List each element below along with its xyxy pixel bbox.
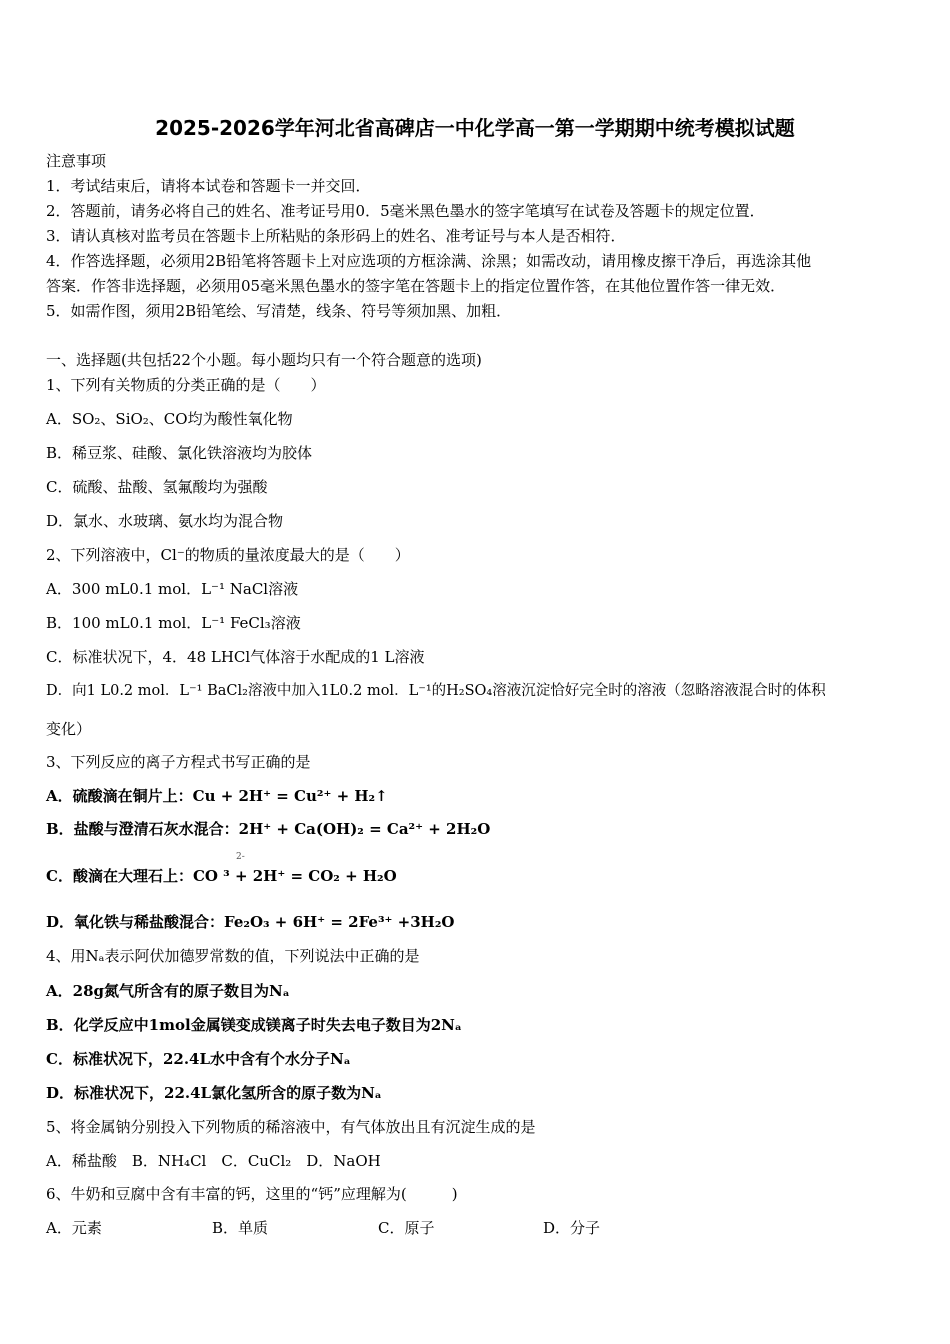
question-option: A．300 mL0.1 mol．L⁻¹ NaCl溶液: [46, 580, 299, 598]
question-option: B．单质: [212, 1219, 269, 1237]
question-stem: 6、牛奶和豆腐中含有丰富的钙，这里的“钙”应理解为( ): [46, 1185, 458, 1203]
question-option: C．原子: [378, 1219, 435, 1237]
question-option: D．氧化铁与稀盐酸混合：Fe₂O₃ + 6H⁺ = 2Fe³⁺ +3H₂O: [46, 913, 455, 931]
notice-item: 2．答题前，请务必将自己的姓名、准考证号用0．5毫米黑色墨水的签字笔填写在试卷及答题卡的规定位置．: [46, 202, 765, 220]
question-option: C．标准状况下，22.4L水中含有个水分子Nₐ: [46, 1050, 351, 1068]
question-stem: 5、将金属钠分别投入下列物质的稀溶液中，有气体放出且有沉淀生成的是: [46, 1118, 536, 1136]
notice-item: 5．如需作图，须用2B铅笔绘、写清楚，线条、符号等须加黑、加粗．: [46, 302, 512, 320]
question-option: B．稀豆浆、硅酸、氯化铁溶液均为胶体: [46, 444, 313, 462]
question-option: C．硫酸、盐酸、氢氟酸均为强酸: [46, 478, 268, 496]
question-option: B．100 mL0.1 mol．L⁻¹ FeCl₃溶液: [46, 614, 301, 632]
question-option: A．硫酸滴在铜片上：Cu + 2H⁺ = Cu²⁺ + H₂↑: [46, 787, 388, 805]
question-option: C．酸滴在大理石上：CO ³ + 2H⁺ = CO₂ + H₂O: [46, 867, 397, 885]
question-stem: 2、下列溶液中，Cl⁻的物质的量浓度最大的是（ ）: [46, 546, 410, 564]
question-option: A．28g氮气所含有的原子数目为Nₐ: [46, 982, 290, 1000]
question-option: C．标准状况下，4．48 LHCl气体溶于水配成的1 L溶液: [46, 648, 425, 666]
question-stem: 3、下列反应的离子方程式书写正确的是: [46, 753, 311, 771]
question-option: D．分子: [543, 1219, 601, 1237]
notice-item: 答案．作答非选择题，必须用05毫米黑色墨水的签字笔在答题卡上的指定位置作答，在其他位置作答一律无效．: [46, 277, 786, 295]
carbonate-charge: 2-: [236, 852, 245, 862]
question-stem: 1、下列有关物质的分类正确的是（ ）: [46, 376, 326, 394]
question-option: D．向1 L0.2 mol．L⁻¹ BaCl₂溶液中加入1L0.2 mol．L⁻¹的H₂SO₄溶液沉淀恰好完全时的溶液（忽略溶液混合时的体积: [46, 683, 826, 699]
question-option: B．化学反应中1mol金属镁变成镁离子时失去电子数目为2Nₐ: [46, 1016, 462, 1034]
section-heading: 一、选择题(共包括22个小题。每小题均只有一个符合题意的选项): [46, 351, 482, 369]
question-option: D．氯水、水玻璃、氨水均为混合物: [46, 512, 284, 530]
notice-heading: 注意事项: [46, 152, 107, 170]
question-option-continued: 变化）: [46, 720, 92, 738]
notice-item: 1．考试结束后，请将本试卷和答题卡一并交回．: [46, 177, 371, 195]
question-option: B．盐酸与澄清石灰水混合：2H⁺ + Ca(OH)₂ = Ca²⁺ + 2H₂O: [46, 820, 491, 838]
question-stem: 4、用Nₐ表示阿伏加德罗常数的值，下列说法中正确的是: [46, 947, 420, 965]
document-title: 2025-2026学年河北省高碑店一中化学高一第一学期期中统考模拟试题: [155, 116, 795, 140]
question-option: D．标准状况下，22.4L氯化氢所含的原子数为Nₐ: [46, 1084, 382, 1102]
question-option: A．SO₂、SiO₂、CO均为酸性氧化物: [46, 410, 293, 428]
question-option: A．元素: [46, 1219, 102, 1237]
notice-item: 3．请认真核对监考员在答题卡上所粘贴的条形码上的姓名、准考证号与本人是否相符．: [46, 227, 626, 245]
notice-item: 4．作答选择题，必须用2B铅笔将答题卡上对应选项的方框涂满、涂黑；如需改动，请用橡皮擦干净后，再选涂其他: [46, 252, 812, 270]
question-option: A．稀盐酸 B．NH₄Cl C．CuCl₂ D．NaOH: [46, 1152, 381, 1170]
